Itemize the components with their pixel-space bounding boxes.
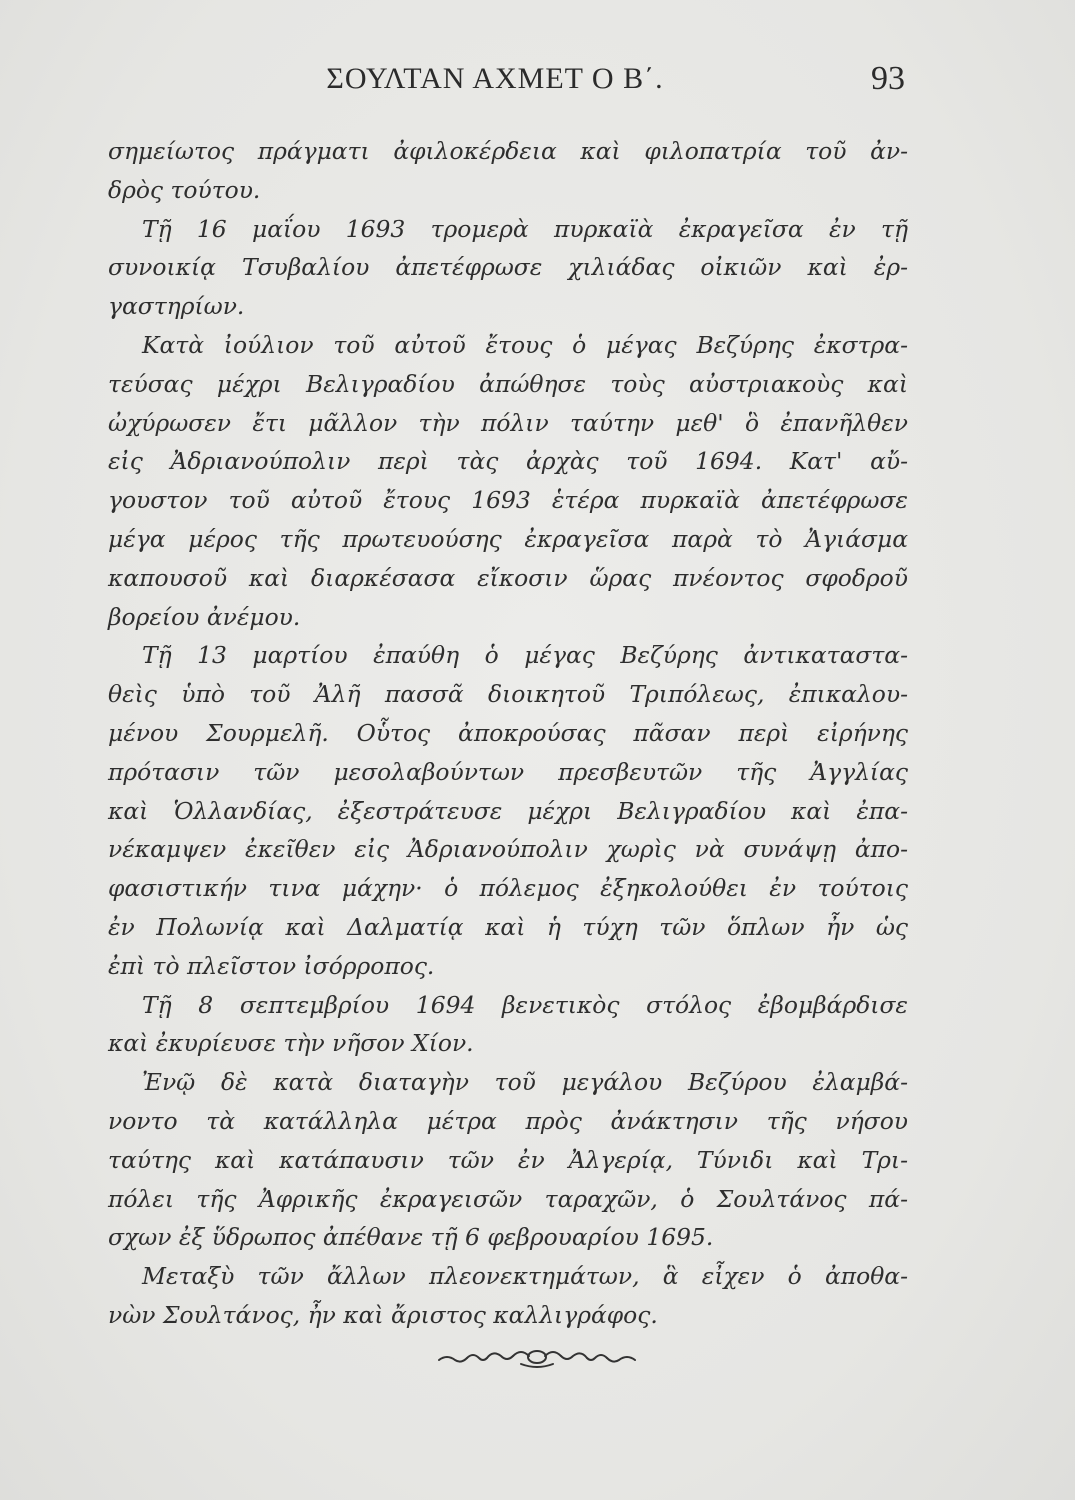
- text-line: βορείου ἀνέμου.: [108, 602, 301, 631]
- text-line: πρότασιν τῶν μεσολαβούντων πρεσβευτῶν τῆς Ἀγγλίας: [108, 757, 908, 786]
- text-line: συνοικίᾳ Τσυβαλίου ἀπετέφρωσε χιλιάδας οἰκιῶν καὶ ἐρ-: [108, 253, 908, 282]
- text-line: Τῇ 8 σεπτεμβρίου 1694 βενετικὸς στόλος ἐβομβάρδισε: [142, 990, 908, 1019]
- text-line: καπουσοῦ καὶ διαρκέσασα εἴκοσιν ὥρας πνέοντος σφοδροῦ: [108, 563, 908, 592]
- page-number: 93: [871, 60, 905, 97]
- text-line: νοντο τὰ κατάλληλα μέτρα πρὸς ἀνάκτησιν τῆς νήσου: [108, 1106, 908, 1135]
- text-line: νέκαμψεν ἐκεῖθεν εἰς Ἀδριανούπολιν χωρὶς νὰ συνάψῃ ἀπο-: [108, 835, 908, 864]
- text-line: νὼν Σουλτάνος, ἦν καὶ ἄριστος καλλιγράφος.: [108, 1300, 658, 1329]
- text-line: Μεταξὺ τῶν ἄλλων πλεονεκτημάτων, ἃ εἶχεν ὁ ἀποθα-: [142, 1262, 908, 1291]
- tailpiece-ornament-icon: [437, 1346, 637, 1372]
- text-line: ὠχύρωσεν ἔτι μᾶλλον τὴν πόλιν ταύτην μεθ' ὃ ἐπανῆλθεν: [108, 408, 908, 437]
- text-line: δρὸς τούτου.: [108, 175, 261, 204]
- text-line: σχων ἐξ ὕδρωπος ἀπέθανε τῇ 6 φεβρουαρίου 1695.: [108, 1223, 714, 1252]
- text-line: γαστηρίων.: [108, 292, 245, 321]
- text-line: φασιστικήν τινα μάχην· ὁ πόλεμος ἐξηκολούθει ἐν τούτοις: [108, 874, 908, 903]
- text-line: μένου Σουρμελῆ. Οὗτος ἀποκρούσας πᾶσαν περὶ εἰρήνης: [108, 718, 908, 747]
- text-line: Τῇ 16 μαΐου 1693 τρομερὰ πυρκαϊὰ ἐκραγεῖσα ἐν τῇ: [142, 214, 908, 243]
- page-header: [105, 62, 905, 102]
- body-text: [108, 132, 908, 1335]
- running-title: ΣΟΥΛΤΑΝ ΑΧΜΕΤ Ο Β΄.: [326, 62, 664, 95]
- text-line: τεύσας μέχρι Βελιγραδίου ἀπώθησε τοὺς αὐστριακοὺς καὶ: [108, 369, 908, 398]
- text-line: ἐν Πολωνίᾳ καὶ Δαλματίᾳ καὶ ἡ τύχη τῶν ὅπλων ἦν ὡς: [108, 912, 908, 941]
- text-line: Ἐνῷ δὲ κατὰ διαταγὴν τοῦ μεγάλου Βεζύρου ἐλαμβά-: [142, 1068, 908, 1097]
- text-line: μέγα μέρος τῆς πρωτευούσης ἐκραγεῖσα παρὰ τὸ Ἀγιάσμα: [108, 524, 908, 553]
- text-line: πόλει τῆς Ἀφρικῆς ἐκραγεισῶν ταραχῶν, ὁ Σουλτάνος πά-: [108, 1184, 908, 1213]
- text-line: γουστον τοῦ αὐτοῦ ἔτους 1693 ἑτέρα πυρκαϊὰ ἀπετέφρωσε: [108, 486, 908, 515]
- text-line: εἰς Ἀδριανούπολιν περὶ τὰς ἀρχὰς τοῦ 1694. Κατ' αὔ-: [108, 447, 908, 476]
- text-line: θεὶς ὑπὸ τοῦ Ἀλῆ πασσᾶ διοικητοῦ Τριπόλεως, ἐπικαλου-: [108, 680, 908, 709]
- text-line: Τῇ 13 μαρτίου ἐπαύθη ὁ μέγας Βεζύρης ἀντικαταστα-: [142, 641, 908, 670]
- text-line: σημείωτος πράγματι ἀφιλοκέρδεια καὶ φιλοπατρία τοῦ ἀν-: [108, 137, 908, 165]
- text-line: Κατὰ ἰούλιον τοῦ αὐτοῦ ἔτους ὁ μέγας Βεζύρης ἐκστρα-: [142, 330, 908, 359]
- text-line: ταύτης καὶ κατάπαυσιν τῶν ἐν Ἀλγερίᾳ, Τύνιδι καὶ Τρι-: [108, 1145, 908, 1174]
- text-line: ἐπὶ τὸ πλεῖστον ἰσόρροπος.: [108, 951, 435, 980]
- text-line: καὶ ἐκυρίευσε τὴν νῆσον Χίον.: [108, 1029, 474, 1058]
- text-line: καὶ Ὁλλανδίας, ἐξεστράτευσε μέχρι Βελιγραδίου καὶ ἐπα-: [108, 796, 908, 825]
